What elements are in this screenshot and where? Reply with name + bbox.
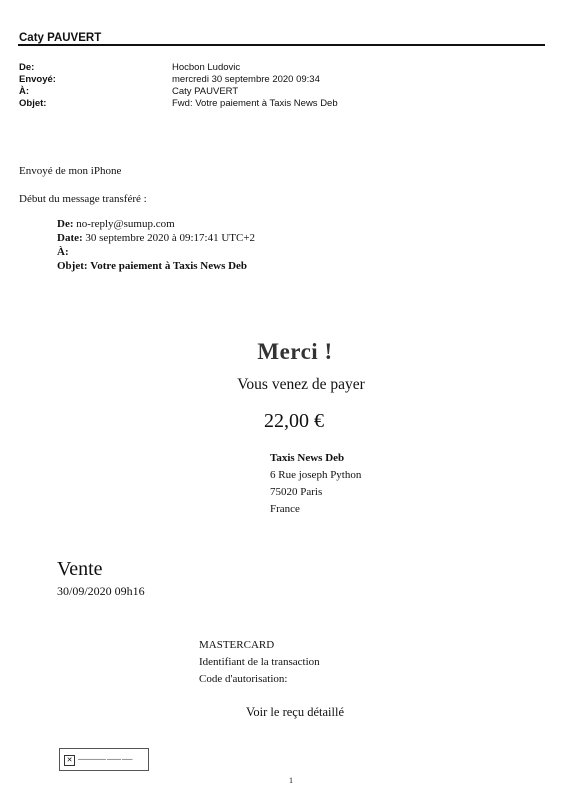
from-label: De: [19,62,35,73]
forwarded-subject [57,260,247,272]
forward-intro: Début du message transféré : [19,193,147,205]
to-value: Caty PAUVERT [172,86,239,97]
forwarded-to-label: À: [57,246,69,258]
forwarded-subject-value: Votre paiement à Taxis News Deb [90,260,248,272]
forwarded-date-label: Date: [57,232,83,244]
subject-value: Fwd: Votre paiement à Taxis News Deb [172,98,338,109]
merchant-name: Taxis News Deb [270,452,345,464]
sale-label: Vente [57,558,103,580]
sale-date: 30/09/2020 09h16 [57,584,145,598]
merchant-city: 75020 Paris [270,486,323,498]
header-divider [18,44,545,46]
forwarded-date-value: 30 septembre 2020 à 09:17:41 UTC+2 [85,232,256,244]
card-type: MASTERCARD [199,639,275,651]
page-number: 1 [289,776,293,785]
detailed-receipt-link[interactable]: Voir le reçu détaillé [246,705,344,719]
subject-label: Objet: [19,98,47,109]
broken-image-icon: ✕ [64,755,75,766]
sent-label: Envoyé: [19,74,56,85]
forwarded-from-label: De: [57,218,74,230]
auth-code-label: Code d'autorisation: [199,673,288,685]
broken-image-placeholder [59,748,149,771]
forwarded-subject-label: Objet: [57,260,88,272]
transaction-id-label: Identifiant de la transaction [199,656,320,668]
payment-amount: 22,00 € [264,410,324,432]
to-label: À: [19,86,30,97]
thank-you-heading: Merci ! [257,339,333,364]
forwarded-from-value[interactable]: no-reply@sumup.com [76,218,175,230]
sent-from-iphone: Envoyé de mon iPhone [19,165,122,177]
sent-value: mercredi 30 septembre 2020 09:34 [172,74,320,85]
broken-image-caption: ▬▬▬▬▬▬▬▬ ▬▬▬▬ ▬▬▬ [78,757,133,761]
forwarded-from [57,218,175,230]
payment-text: Vous venez de payer [237,376,365,393]
forwarded-to [57,246,69,258]
merchant-country: France [270,503,300,515]
from-value: Hocbon Ludovic [172,62,241,73]
forwarded-date [57,232,255,244]
mailbox-owner: Caty PAUVERT [19,32,102,44]
merchant-address: 6 Rue joseph Python [270,469,362,481]
